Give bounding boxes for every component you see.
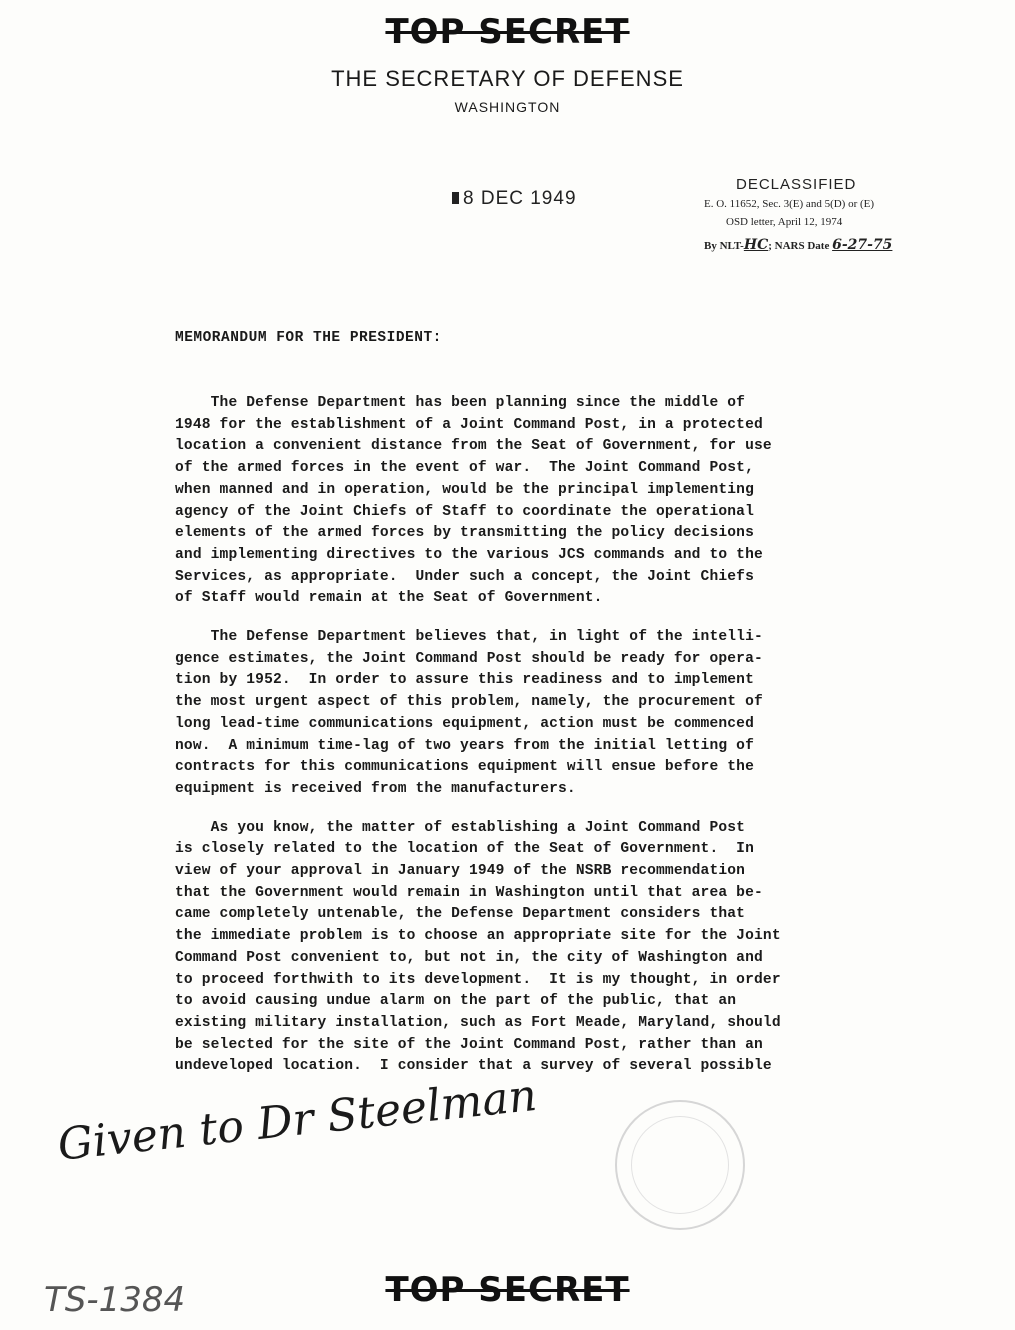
text-line: when manned and in operation, would be the principal implementing (175, 481, 754, 498)
letterhead-office: THE SECRETARY OF DEFENSE (331, 66, 684, 91)
declassification-stamp (704, 176, 1004, 253)
text-line: now. A minimum time-lag of two years from the initial letting of (175, 737, 754, 754)
text-line: Services, as appropriate. Under such a concept, the Joint Chiefs (175, 568, 754, 585)
nars-date-value: 6-27-75 (832, 237, 893, 253)
text-line: tion by 1952. In order to assure this readiness and to implement (175, 672, 754, 689)
text-line: and implementing directives to the various JCS commands and to the (175, 546, 763, 563)
text-line: to avoid causing undue alarm on the part of the public, that an (175, 993, 737, 1010)
text-line: to proceed forthwith to its development. It is my thought, in order (175, 971, 781, 988)
text-line: 1948 for the establishment of a Joint Command Post, in a protected (175, 416, 763, 433)
text-line: existing military installation, such as Fort Meade, Maryland, should (175, 1014, 781, 1031)
classification-stamp-top: TOP SECRET (385, 12, 630, 52)
classification-stamp-bottom: TOP SECRET (385, 1270, 630, 1310)
text-line: that the Government would remain in Washington until that area be- (175, 884, 763, 901)
text-line: location a convenient distance from the Seat of Government, for use (175, 438, 772, 455)
declassified-title: DECLASSIFIED (736, 176, 857, 193)
declassified-authority: E. O. 11652, Sec. 3(E) and 5(D) or (E) (704, 198, 875, 210)
paragraph (175, 393, 905, 610)
text-line: is closely related to the location of the Seat of Government. In (175, 841, 754, 858)
text-line: As you know, the matter of establishing a Joint Command Post (175, 819, 746, 836)
date-stamp (452, 188, 577, 210)
by-initials: HC (743, 237, 769, 253)
text-line: elements of the armed forces by transmitting the policy decisions (175, 525, 754, 542)
date-stamp-text: 8 DEC 1949 (463, 188, 577, 209)
paragraph (175, 627, 905, 801)
text-line: The Defense Department believes that, in light of the intelli- (175, 629, 763, 646)
text-line: view of your approval in January 1949 of the NSRB recommendation (175, 863, 746, 880)
handwritten-note: Given to Dr Steelman (55, 1069, 540, 1171)
text-line: the immediate problem is to choose an appropriate site for the Joint (175, 928, 781, 945)
text-line: be selected for the site of the Joint Command Post, rather than an (175, 1036, 763, 1053)
text-line: contracts for this communications equipment will ensue before the (175, 759, 754, 776)
paragraph (175, 818, 905, 1078)
file-code: TS-1384 (44, 1280, 186, 1320)
text-line: of Staff would remain at the Seat of Government. (175, 590, 603, 607)
text-line: agency of the Joint Chiefs of Staff to coordinate the operational (175, 503, 754, 520)
declassified-letter: OSD letter, April 12, 1974 (726, 216, 843, 228)
memo-salutation: MEMORANDUM FOR THE PRESIDENT: (175, 330, 442, 346)
stamp-mark-icon (452, 192, 459, 204)
text-line: The Defense Department has been planning since the middle of (175, 395, 746, 411)
text-line: equipment is received from the manufacturers. (175, 780, 576, 797)
memo-body (175, 393, 905, 1095)
library-seal-stamp (615, 1100, 745, 1230)
by-label: By NLT- (704, 240, 744, 252)
declassified-by-line (704, 237, 1004, 253)
text-line: gence estimates, the Joint Command Post should be ready for opera- (175, 650, 763, 667)
text-line: long lead-time communications equipment, action must be commenced (175, 715, 754, 732)
text-line: the most urgent aspect of this problem, namely, the procurement of (175, 694, 763, 711)
text-line: of the armed forces in the event of war. The Joint Command Post, (175, 460, 754, 477)
text-line: undeveloped location. I consider that a survey of several possible (175, 1058, 772, 1075)
text-line: Command Post convenient to, but not in, the city of Washington and (175, 949, 763, 966)
text-line: came completely untenable, the Defense Department considers that (175, 906, 746, 923)
nars-date-label: ; NARS Date (768, 240, 830, 252)
letterhead-city: WASHINGTON (454, 99, 561, 115)
